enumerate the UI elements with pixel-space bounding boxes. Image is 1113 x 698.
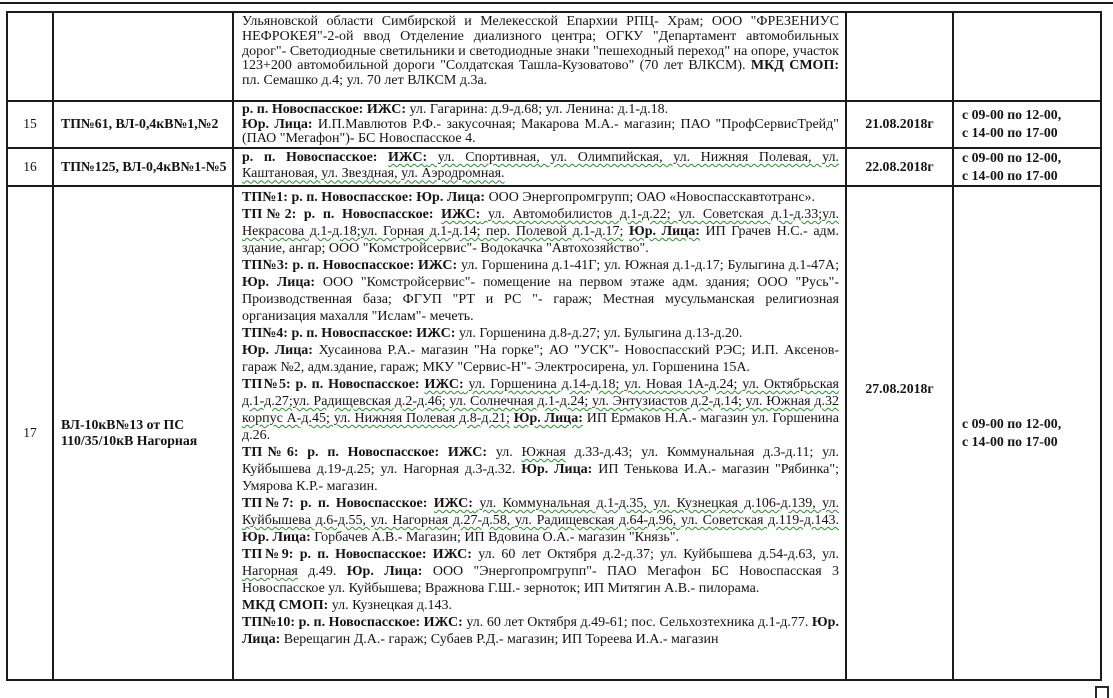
outage-schedule-table — [6, 11, 1102, 681]
outage-date-cell — [846, 101, 953, 148]
text-segment: р. п. Новоспасское: — [242, 149, 389, 165]
previous-row-bottom-border — [0, 2, 1113, 4]
text-segment: ул. — [487, 444, 522, 460]
outage-time-cell — [953, 148, 1101, 186]
text-segment: Ульяновской области Симбирской и Мелекесской Епархии РПЦ- Храм; ООО "ФРЕЗЕНИУС НЕФРОКЕЯ"-2-ой ввод Отделение диализного центра; ОГКУ "Департамент автомобильных дорог"- Светодиодные светильники и светодиодные знаки "пешеходный переход" на опоре, участок 123+200 автомобильной дороги "Солдатская Ташла-Кузоватово" (70 лет ВЛКСМ). — [242, 14, 839, 74]
spellchecked-text-segment: ИЖС: — [424, 376, 464, 392]
text-segment: Юр. Лица: — [242, 614, 839, 647]
affected-addresses-cell — [233, 12, 846, 101]
spellchecked-text-segment: ул. Спортивная, ул. Олимпийская, ул. Нижняя Полевая, ул. Каштановая, ул. Звездная, ул. Аэродромная. — [242, 149, 840, 182]
outage-time-cell — [953, 186, 1101, 680]
spellchecked-text-segment: Южная — [521, 444, 566, 460]
text-segment: ул. Гагарина: д.9-д.68; ул. Ленина: д.1-д.18. — [405, 102, 669, 117]
outage-time-line: с 14-00 по 17-00 — [962, 433, 1058, 449]
text-segment: МКД СМОП: — [750, 58, 839, 74]
description-paragraph — [242, 15, 839, 89]
row-number-cell: 16 — [7, 148, 53, 186]
text-segment: пл. Семашко д.4; ул. 70 лет ВЛКСМ д.3а. — [242, 73, 488, 89]
outage-time-line: с 14-00 по 17-00 — [962, 167, 1058, 183]
description-paragraph — [242, 614, 839, 648]
text-segment: ул. Горшенина д.1-41Г; ул. Южная д.1-д.17; Булыгина д.1-47А; — [457, 257, 839, 273]
text-segment: ООО "Комстройсервис"- помещение на первом этаже адм. здания; ООО "Русь"- Производственная база; ФГУП "РТ и РС "- гараж; Местная мусульманская религиозная организация махалля "Ислам"- мечеть. — [242, 274, 839, 324]
row-number-cell: 15 — [7, 101, 53, 148]
table-resize-handle[interactable] — [1095, 686, 1109, 698]
description-paragraph — [242, 342, 839, 376]
outage-date-cell — [846, 148, 953, 186]
text-segment: ТП№2: р. п. Новоспасское: — [242, 206, 442, 222]
equipment-cell: ТП№61, ВЛ-0,4кВ№1,№2 — [53, 101, 233, 148]
spellchecked-text-segment: ул. Коммунальная д.1-д.35, ул. Кузнецкая д.106-д.139, ул. Куйбышева д.6-д.55, ул. Нагорная д.27-д.58, ул. Радищевская д.64-д.96, ул. Советская д.119-д.143. — [242, 495, 839, 528]
text-segment: Хусаинова Р.А.- магазин "На горке"; АО "УСК"- Новоспасский РЭС; И.П. Аксенов- гараж №2, адм.здание, гараж; МКУ "Сервис-Н"- Электросирена, ул. Горшенина 15А. — [242, 342, 840, 375]
row-number-cell — [7, 12, 53, 101]
outage-time-cell — [953, 12, 1101, 101]
description-paragraph — [242, 118, 839, 147]
text-segment: Юр. Лица: — [242, 274, 316, 290]
text-segment: р. п. Новоспасское: ИЖС: — [242, 102, 406, 117]
description-paragraph — [242, 206, 839, 257]
description-paragraph — [242, 325, 839, 342]
affected-addresses-cell — [233, 148, 846, 186]
text-segment: ООО "Энергопромгрупп"- ПАО Мегафон БС Новоспасская 3 Новоспасское ул. Куйбышева; Вражнова Г.Ш.- зерноток; ИП Митягин А.В.- пилорама. — [242, 563, 840, 596]
spellchecked-text-segment: ИЖС: — [441, 206, 481, 222]
text-segment: Верещагин Д.А.- гараж; Субаев Р.Д.- магазин; ИП Тореева И.А.- магазин — [280, 631, 719, 647]
text-segment: Юр. Лица: — [242, 342, 313, 358]
spellchecked-text-segment: Юр. Лица: — [629, 223, 700, 239]
equipment-cell: ВЛ-10кВ№13 от ПС 110/35/10кВ Нагорная — [53, 186, 233, 680]
equipment-cell — [53, 12, 233, 101]
text-segment: ул. 60 лет Октября д.49-61; пос. Сельхозтехника д.1-д.77. — [462, 614, 812, 630]
spellchecked-text-segment: ИЖС: — [433, 495, 473, 511]
text-segment: д.33-д.43; ул. Коммунальная д.3-д.11; ул. Куйбышева д.19-д.25; ул. Нагорная д.3-д.32. — [242, 444, 839, 477]
text-segment: ТП№4: р. п. Новоспасское: ИЖС: — [242, 325, 456, 341]
text-segment: ООО Энергопромгрупп; ОАО «Новоспасскавтотранс». — [485, 189, 816, 205]
text-segment: д.49. — [297, 563, 347, 579]
outage-time-line: с 09-00 по 12-00, — [962, 149, 1062, 165]
text-segment: ТП№7: р. п. Новоспасское: — [242, 495, 434, 511]
description-paragraph — [242, 376, 839, 444]
text-segment: МКД СМОП: — [242, 597, 329, 613]
text-segment: Юр. Лица: — [242, 529, 311, 545]
outage-date-cell — [846, 12, 953, 101]
affected-addresses-cell — [233, 101, 846, 148]
outage-time-line: с 14-00 по 17-00 — [962, 125, 1058, 141]
table-row — [7, 148, 1101, 186]
description-paragraph — [242, 546, 839, 597]
text-segment: И.П.Мавлютов Р.Ф.- закусочная; Макарова М.А.- магазин; ПАО "ПрофСервисТрейд" (ПАО "Мегафон")- БС Новоспасское 4. — [242, 116, 839, 147]
text-segment: ул. Кузнецкая д.143. — [328, 597, 453, 613]
text-segment: Юр. Лица: — [346, 563, 423, 579]
spellchecked-text-segment: ул. Горшенина д.14-д.18; ул. Новая 1А-д.24; ул. Октябрьская д.1-д.27;ул. Радищевская д.2-д.46; ул. Солнечная д.1-д.24; ул. Энтузиастов д.2-д.14; ул. Южная д.32 корпус А-д.45; ул. Нижняя Полевая д.8-д.21; — [242, 376, 839, 426]
text-segment: ТП№10: р. п. Новоспасское: ИЖС: — [242, 614, 463, 630]
text-segment: ИП Грачев Н.С.- адм. здание, ангар; ООО "Комстройсервис"- Водокачка "Автохозяйство". — [242, 223, 840, 256]
table-row — [7, 186, 1101, 680]
text-segment: Юр. Лица: — [242, 116, 313, 132]
description-paragraph — [242, 189, 839, 206]
row-number-cell: 17 — [7, 186, 53, 680]
table-row — [7, 101, 1101, 148]
equipment-cell: ТП№125, ВЛ-0,4кВ№1-№5 — [53, 148, 233, 186]
spellchecked-text-segment: Юр. Лица: — [513, 410, 583, 426]
description-paragraph — [242, 597, 839, 614]
text-segment: Горбачев А.В.- Магазин; ИП Вдовина О.А.- магазин "Князь". — [310, 529, 680, 545]
table-row — [7, 12, 1101, 101]
outage-date: 21.08.2018г — [865, 116, 934, 132]
spellchecked-text-segment: Нагорная — [242, 563, 298, 579]
outage-date: 22.08.2018г — [865, 158, 934, 174]
description-paragraph — [242, 444, 839, 495]
description-paragraph — [242, 257, 839, 325]
description-paragraph — [242, 495, 839, 546]
outage-table-body — [7, 12, 1101, 680]
text-segment: ТП№5: р. п. Новоспасское: — [242, 376, 425, 392]
text-segment: ТП№9: р. п. Новоспасское: ИЖС: — [242, 546, 472, 562]
outage-date-cell — [846, 186, 953, 680]
text-segment: Юр. Лица: — [521, 461, 593, 477]
affected-addresses-cell — [233, 186, 846, 680]
outage-time-line: с 09-00 по 12-00, — [962, 415, 1062, 431]
text-segment: ИП Ермаков Н.А.- магазин ул. Горшенина д.26. — [242, 410, 840, 443]
text-segment: ул. 60 лет Октября д.2-д.37; ул. Куйбышева д.54-д.63, ул. — [471, 546, 839, 562]
spellchecked-text-segment: ул. Автомобилистов д.1-д.22; ул. Советская д.1-д.33;ул. Некрасова д.1-д.18;ул. Горная д.1-д.14; пер. Полевой д.1-д.17; — [242, 206, 839, 239]
text-segment: ул. Горшенина д.8-д.27; ул. Булыгина д.13-д.20. — [455, 325, 743, 341]
outage-date: 27.08.2018г — [865, 380, 934, 396]
outage-time-line: с 09-00 по 12-00, — [962, 107, 1062, 123]
description-paragraph — [242, 150, 839, 183]
text-segment: ИП Тенькова И.А.- магазин "Рябинка"; Умярова К.Р.- магазин. — [242, 461, 839, 494]
outage-time-cell — [953, 101, 1101, 148]
description-paragraph — [242, 103, 839, 118]
text-segment: ТП№3: р. п. Новоспасское: ИЖС: — [242, 257, 458, 273]
text-segment: ТП№6: р. п. Новоспасское: ИЖС: — [242, 444, 488, 460]
spellchecked-text-segment: ИЖС: — [388, 149, 428, 165]
text-segment: ТП№1: р. п. Новоспасское: Юр. Лица: — [242, 189, 486, 205]
